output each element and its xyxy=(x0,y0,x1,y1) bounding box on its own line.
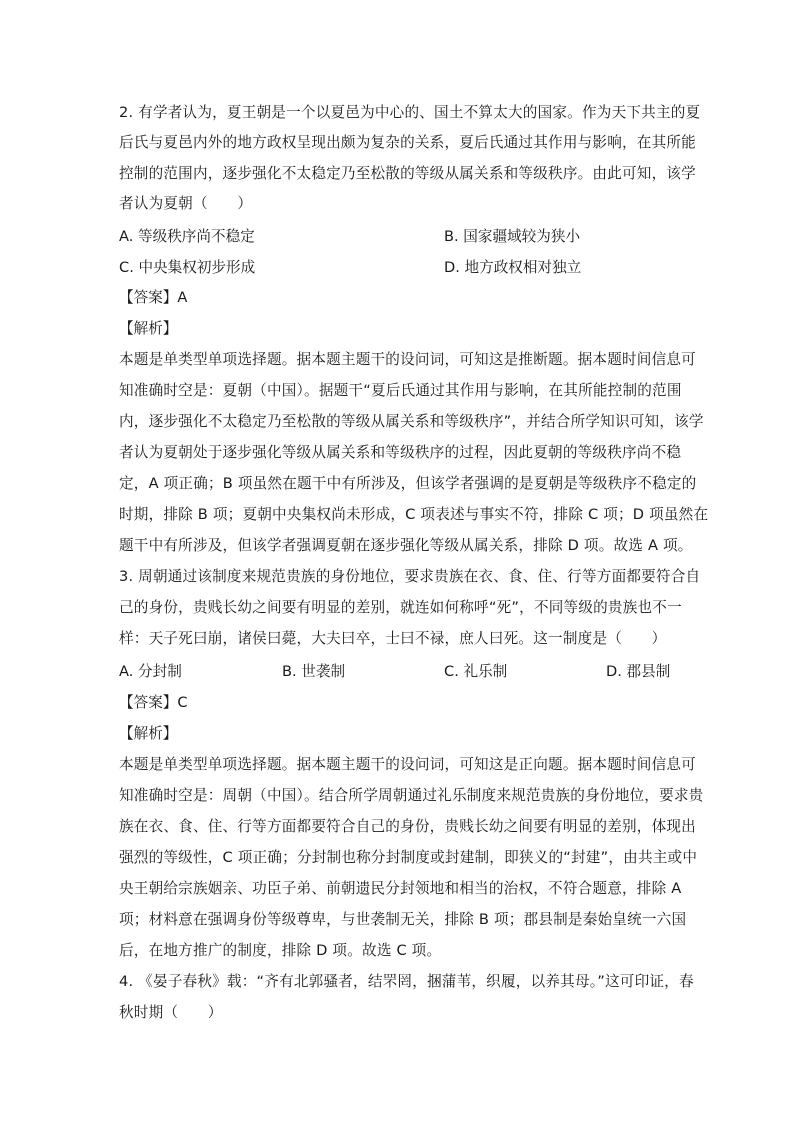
q3-analysis-line-5: 央王朝给宗族姻亲、功臣子弟、前朝遗民分封领地和相当的治权，不符合题意，排除 A xyxy=(119,880,682,897)
q2-analysis-line-2: 知准确时空是：夏朝（中国）。据题干“夏后氏通过其作用与影响，在其所能控制的范围 xyxy=(119,382,682,399)
q3-option-b: B. 世袭制 xyxy=(282,663,346,680)
q3-analysis-line-4: 强烈的等级性，C 项正确；分封制也称分封制度或封建制，即狭义的“封建”，由共主或中 xyxy=(119,849,698,866)
q2-analysis-line-4: 者认为夏朝处于逐步强化等级从属关系和等级秩序的过程，因此夏朝的等级秩序尚不稳 xyxy=(119,444,682,461)
q3-analysis-label: 【解析】 xyxy=(119,725,178,742)
q2-stem-line-3: 控制的范围内，逐步强化不太稳定乃至松散的等级从属关系和等级秩序。由此可知，该学 xyxy=(119,165,696,182)
q2-stem-line-4: 者认为夏朝（ ） xyxy=(119,195,253,212)
q3-option-d: D. 郡县制 xyxy=(606,663,671,680)
q3-analysis-line-1: 本题是单类型单项选择题。据本题主题干的设问词，可知这是正向题。据本题时间信息可 xyxy=(119,756,696,773)
q3-analysis-line-2: 知准确时空是：周朝（中国）。结合所学周朝通过礼乐制度来规范贵族的身份地位，要求贵 xyxy=(119,787,704,804)
q3-analysis-line-3: 族在衣、食、住、行等方面都要符合自己的身份，贵贱长幼之间要有明显的差别，体现出 xyxy=(119,818,696,835)
q4-stem-line-2: 秋时期（ ） xyxy=(119,1004,223,1021)
q2-option-b: B. 国家疆域较为狭小 xyxy=(444,228,581,245)
q3-stem-line-3: 样：天子死曰崩，诸侯曰薨，大夫曰卒，士曰不禄，庶人曰死。这一制度是（ ） xyxy=(119,630,667,647)
q2-stem-line-2: 后氏与夏邑内外的地方政权呈现出颇为复杂的关系，夏后氏通过其作用与影响，在其所能 xyxy=(119,134,696,151)
q3-stem-line-1: 3. 周朝通过该制度来规范贵族的身份地位，要求贵族在衣、食、住、行等方面都要符合自 xyxy=(119,568,701,585)
q2-analysis-line-7: 题干中有所涉及，但该学者强调夏朝在逐步强化等级从属关系，排除 D 项。故选 A 项。 xyxy=(119,537,693,554)
q4-stem-line-1: 4. 《晏子春秋》载：“齐有北郭骚者，结罘罔，捆蒲苇，织履，以养其母。”这可印证，春 xyxy=(119,973,694,990)
q2-analysis-line-6: 时期，排除 B 项；夏朝中央集权尚未形成，C 项表述与事实不符，排除 C 项；D 项虽然在 xyxy=(119,506,709,523)
q2-option-a: A. 等级秩序尚不稳定 xyxy=(119,228,255,245)
q2-analysis-line-5: 定，A 项正确；B 项虽然在题干中有所涉及，但该学者强调的是夏朝是等级秩序不稳定的 xyxy=(119,475,697,492)
q3-analysis-line-7: 后，在地方推广的制度，排除 D 项。故选 C 项。 xyxy=(119,942,442,959)
q3-analysis-line-6: 项；材料意在强调身份等级尊卑，与世袭制无关，排除 B 项；郡县制是秦始皇统一六国 xyxy=(119,911,687,928)
q2-option-d: D. 地方政权相对独立 xyxy=(444,259,582,276)
q2-analysis-line-3: 内，逐步强化不太稳定乃至松散的等级从属关系和等级秩序”，并结合所学知识可知，该学 xyxy=(119,413,704,430)
q2-stem-line-1: 2. 有学者认为，夏王朝是一个以夏邑为中心的、国土不算太大的国家。作为天下共主的夏 xyxy=(119,104,701,121)
q2-analysis-line-1: 本题是单类型单项选择题。据本题主题干的设问词，可知这是推断题。据本题时间信息可 xyxy=(119,351,696,368)
q3-answer: 【答案】C xyxy=(119,694,188,711)
q3-stem-line-2: 己的身份，贵贱长幼之间要有明显的差别，就连如何称呼“死”，不同等级的贵族也不一 xyxy=(119,599,682,616)
q2-option-c: C. 中央集权初步形成 xyxy=(119,259,256,276)
q2-answer: 【答案】A xyxy=(119,289,188,306)
q2-analysis-label: 【解析】 xyxy=(119,320,178,337)
q3-option-c: C. 礼乐制 xyxy=(444,663,508,680)
q3-option-a: A. 分封制 xyxy=(119,663,182,680)
